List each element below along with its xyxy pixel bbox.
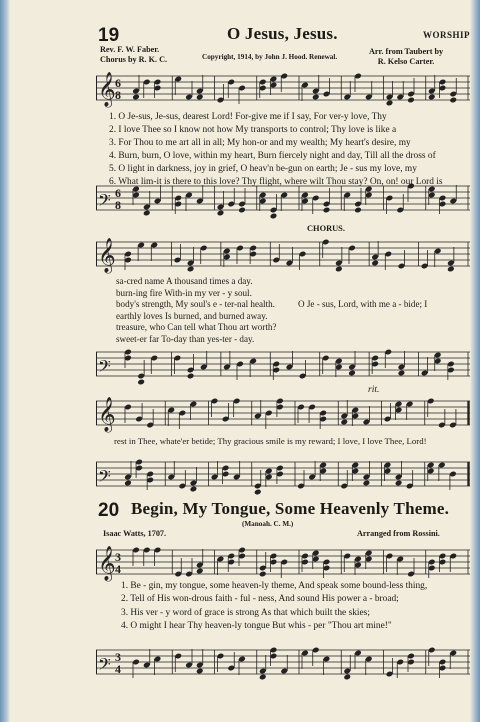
bass-clef-icon: 𝄢: [98, 356, 111, 380]
time-signature-bottom: 8: [115, 88, 121, 102]
hymn-20-verses: [121, 580, 427, 634]
note-head: [270, 213, 278, 220]
verse-line: 4. O might I hear Thy heaven-ly tongue But whis - per "Thou art mine!": [121, 621, 392, 632]
note-head: [137, 379, 145, 386]
hymn-20-title: Begin, My Tongue, Some Heavenly Theme.: [131, 499, 450, 518]
verse-line: 2. Tell of His won-drous faith - ful - ness, And sound His power a - broad;: [121, 594, 399, 605]
note-head: [398, 370, 406, 377]
section-label: WORSHIP: [423, 30, 471, 40]
verse-line: 4. Burn, burn, O love, within my heart, Burn fiercely night and day, Till all the dross of: [109, 151, 436, 161]
note-head: [238, 207, 246, 214]
hymn-20-bass-staff: [96, 644, 470, 684]
system-2-bass-staff: [96, 346, 470, 386]
arranger-line-2: R. Kelso Carter.: [377, 57, 435, 66]
time-signature-top: 6: [115, 76, 121, 90]
time-signature-top: 6: [115, 186, 121, 200]
system-2-treble-staff: [96, 236, 470, 276]
hymn-19-arranger: [369, 47, 443, 67]
hymn-19-verses: [109, 111, 443, 189]
note-head: [407, 97, 415, 104]
time-signature-top: 3: [115, 650, 121, 664]
bass-clef-icon: 𝄢: [98, 466, 111, 490]
note-head: [447, 266, 455, 273]
note-head: [428, 94, 436, 101]
time-signature-bottom: 8: [115, 198, 121, 212]
hymn-20-number: 20: [98, 500, 120, 521]
note-head: [187, 373, 195, 380]
page-edge-left: [0, 0, 10, 722]
verse-line: 5. O light in darkness, joy in grief, O heav'n be-gun on earth; Je - sus my love, my: [109, 164, 417, 174]
author-line-1: Rev. F. W. Faber.: [100, 45, 160, 54]
note-head: [217, 210, 225, 217]
verse-line: 2. I love Thee so I know not how My transports to control; Thy love is like a: [109, 125, 397, 135]
verse-line: 1. O Je-sus, Je-sus, dearest Lord! For-give me if I say, For ver-y love, Thy: [109, 112, 387, 122]
hymn-20-arranger: Arranged from Rossini.: [357, 529, 440, 538]
time-signature-top: 3: [115, 550, 121, 564]
verse-line: 3. His ver - y word of grace is strong As that which built the skies;: [121, 607, 370, 618]
note-head: [348, 370, 356, 377]
note-head: [363, 480, 371, 487]
note-head: [132, 94, 140, 101]
system-1-treble-staff: [96, 70, 470, 110]
hymn-19-author: [100, 45, 167, 65]
verse-line: 3. For Thou to me art all in all; My hon-or and my wealth; My heart's desire, my: [109, 138, 411, 148]
hymn-19-number: 19: [98, 25, 120, 46]
continuation-line: sa-cred name A thousand times a day.: [116, 276, 253, 286]
note-head: [190, 486, 198, 493]
note-head: [312, 94, 320, 101]
note-head: [254, 489, 262, 496]
treble-clef-icon: 𝄞: [98, 397, 116, 432]
note-head: [340, 419, 348, 426]
note-head: [395, 480, 403, 487]
hymn-20-tune: (Manoah. C. M.): [242, 520, 294, 528]
time-signature-bottom: 4: [115, 662, 121, 676]
bass-clef-icon: 𝄢: [98, 654, 111, 678]
continuation-line: treasure, who Can tell what Thou art worth?: [116, 322, 277, 333]
note-head: [343, 674, 351, 681]
treble-clef-icon: 𝄞: [98, 72, 116, 107]
page-edge-right: [470, 0, 480, 722]
author-line-2: Chorus by R. K. C.: [100, 55, 168, 64]
system-3-bass-staff: [96, 456, 470, 496]
note-head: [259, 674, 267, 681]
hymn-19-copyright: Copyright, 1914, by John J. Hood. Renewal.: [202, 53, 338, 61]
time-signature-bottom: 4: [115, 562, 121, 576]
note-head: [335, 266, 343, 273]
note-head: [196, 94, 204, 101]
chorus-label: CHORUS.: [307, 224, 345, 233]
note-head: [371, 260, 379, 267]
refrain-ending-lyric: rest in Thee, whate'er betide; Thy gracious smile is my reward; I love, I love Thee, Lord!: [114, 436, 427, 446]
bass-clef-icon: 𝄢: [98, 190, 111, 214]
note-head: [259, 571, 267, 578]
continuation-line: sweet-er far To-day than yes-ter - day.: [116, 333, 255, 344]
note-head: [323, 207, 331, 214]
continuation-line: burn-ing fire With-in my ver - y soul.: [116, 287, 252, 298]
hymn-19-title: O Jesus, Jesus.: [227, 24, 338, 43]
hymn-20-treble-staff: [96, 544, 470, 584]
ritardando-mark: rit.: [368, 385, 380, 395]
note-head: [187, 266, 195, 273]
arranger-line-1: Arr. from Taubert by: [369, 47, 444, 56]
note-head: [354, 207, 362, 214]
note-head: [386, 100, 394, 107]
continuation-line: body's strength, My soul's e - ter-nal health.: [116, 299, 275, 310]
verse-line: 1. Be - gin, my tongue, some heaven-ly theme, And speak some bound-less thing,: [121, 581, 428, 591]
chorus-lyric: O Je - sus, Lord, with me a - bide; I: [298, 299, 428, 309]
note-head: [196, 668, 204, 675]
note-head: [196, 568, 204, 575]
note-head: [124, 480, 132, 487]
treble-clef-icon: 𝄞: [98, 546, 116, 581]
note-head: [449, 97, 457, 104]
hymn-20-author: Isaac Watts, 1707.: [103, 529, 167, 538]
system-3-treble-staff: [96, 395, 470, 435]
note-head: [143, 210, 151, 217]
hymn-19-continuation: [116, 276, 276, 346]
continuation-line: earthly loves Is burned, and burned away.: [116, 310, 268, 321]
verse-line: 6. What lim-it is there to this love? Thy flight, where wilt Thou stay? On, on! our Lord is: [109, 177, 443, 187]
treble-clef-icon: 𝄞: [98, 238, 116, 273]
